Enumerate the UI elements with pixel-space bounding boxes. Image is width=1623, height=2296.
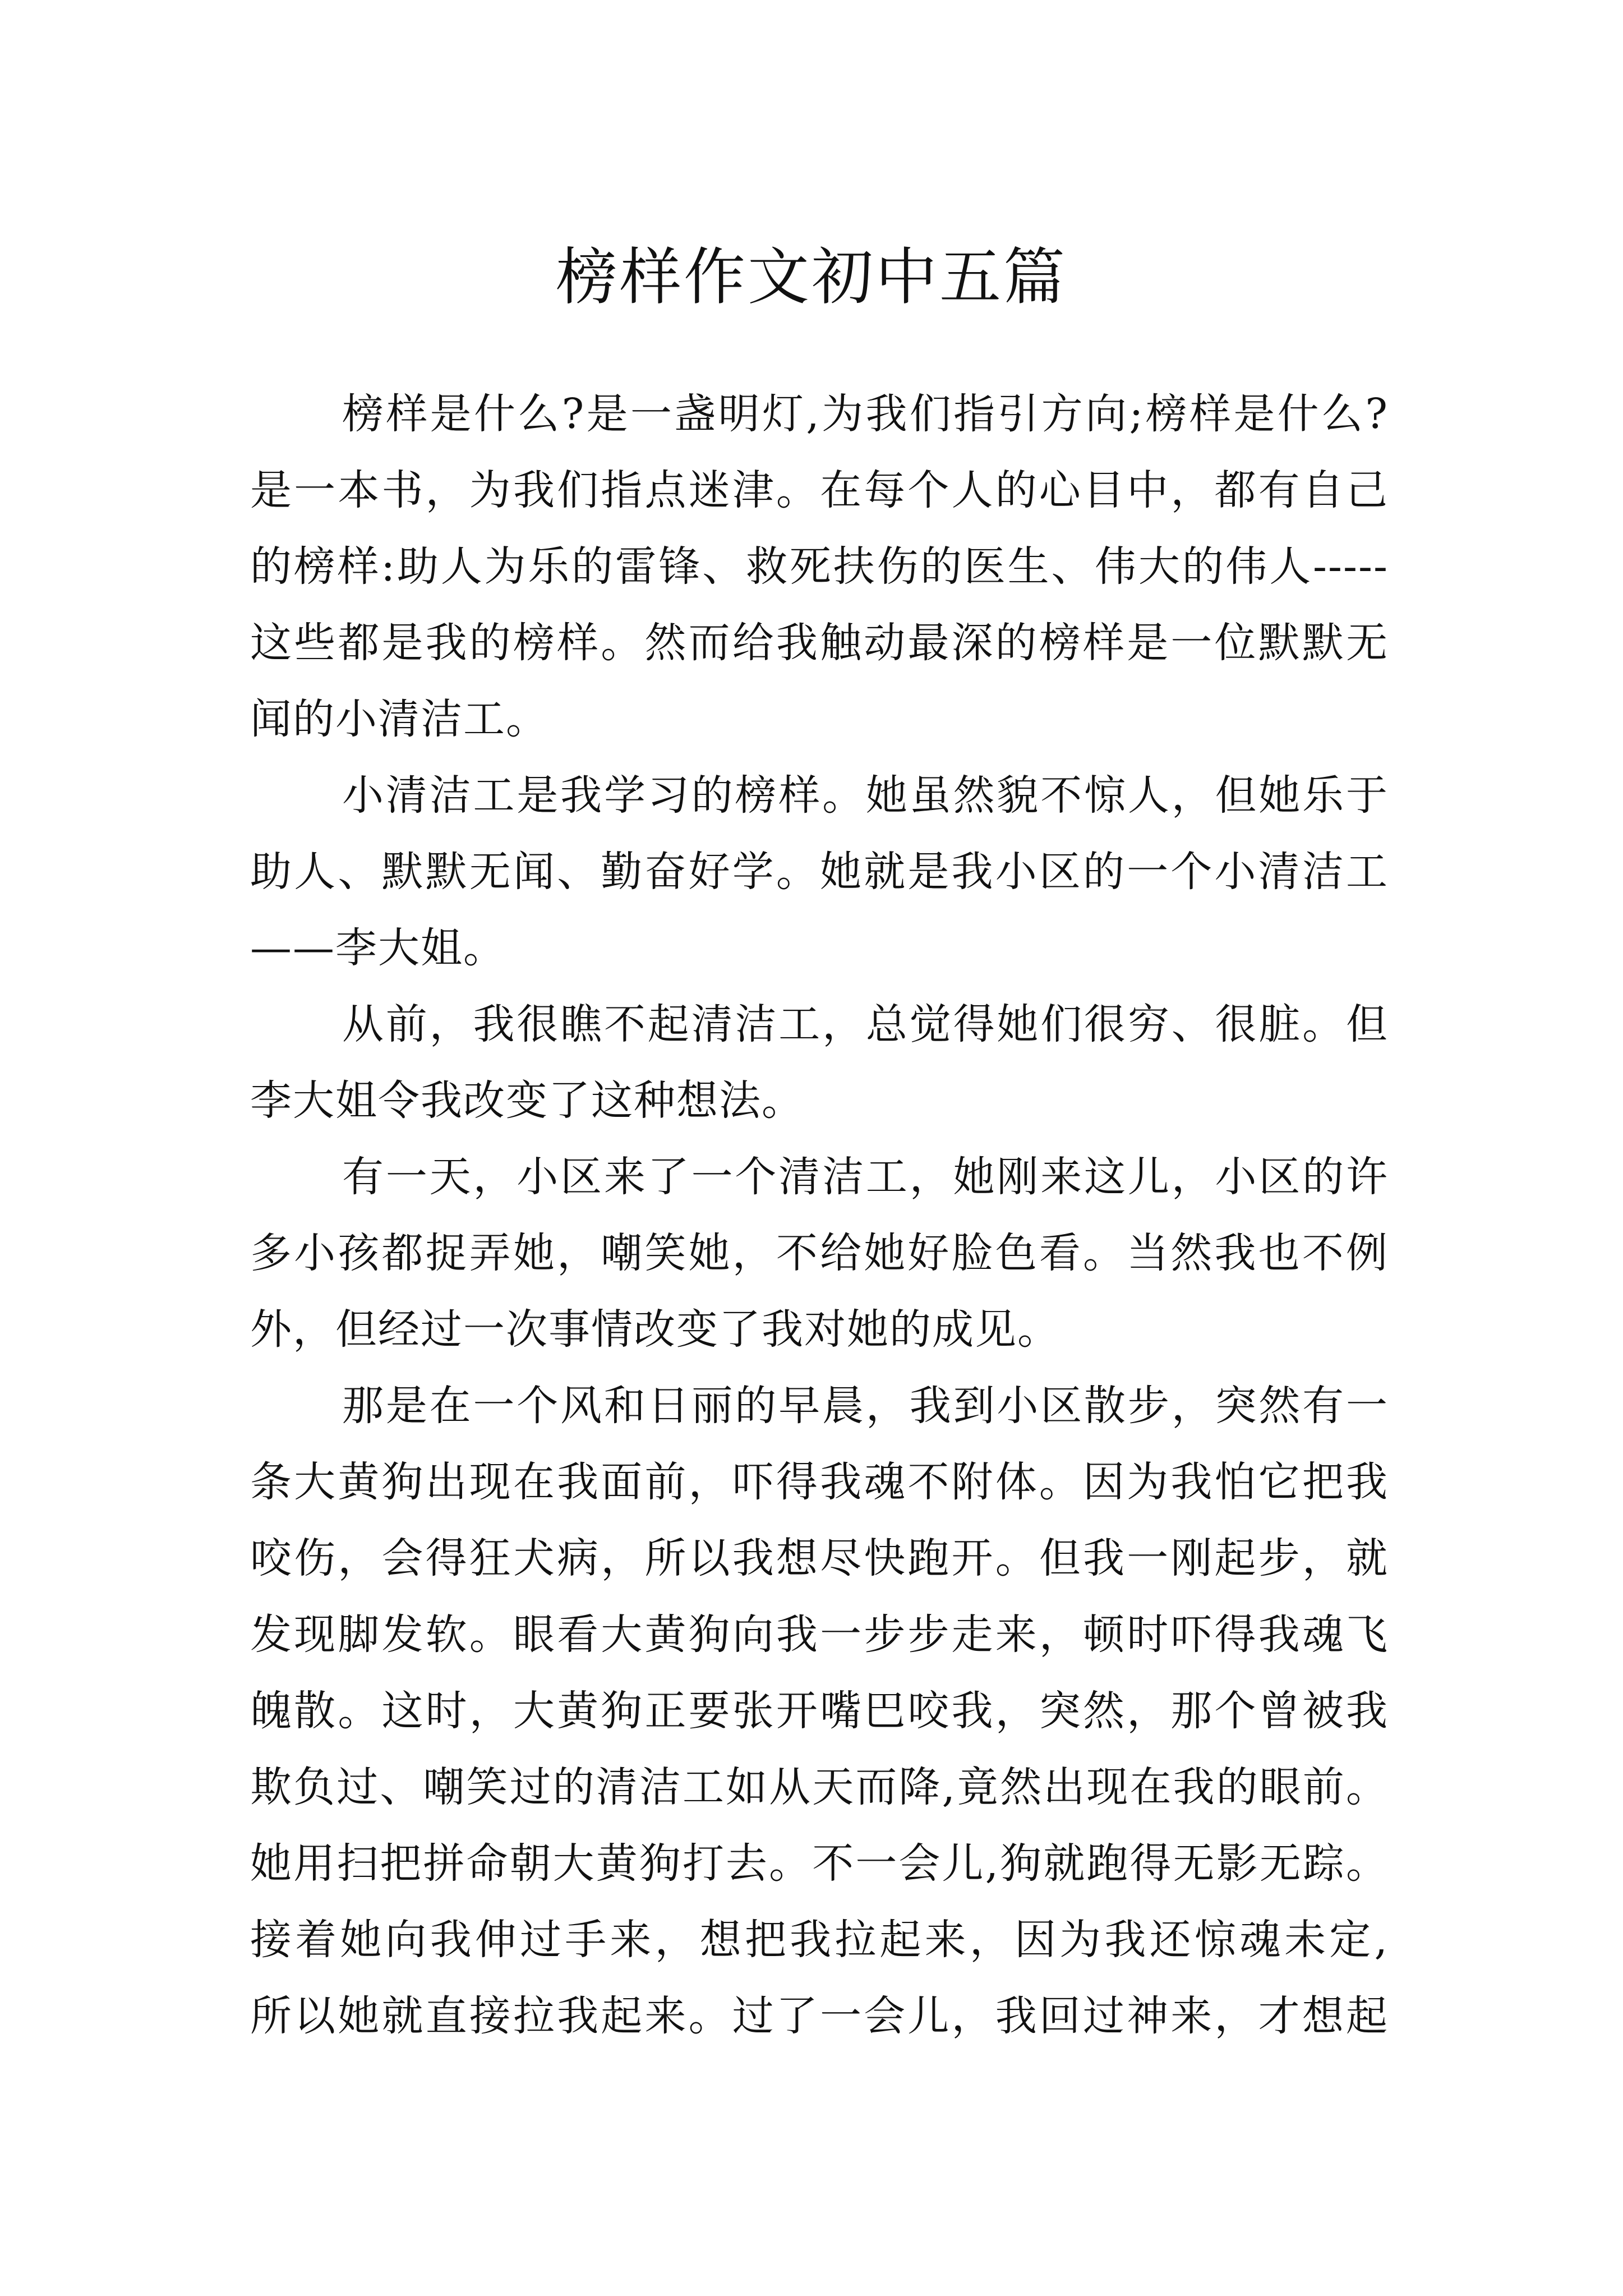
text-line: 小清洁工是我学习的榜样。她虽然貌不惊人，但她乐于 (342, 771, 1389, 820)
paragraph-5 (250, 1368, 1389, 2054)
text-line: 的榜样:助人为乐的雷锋、救死扶伤的医生、伟大的伟人----- (250, 542, 1389, 591)
text-line: 这些都是我的榜样。然而给我触动最深的榜样是一位默默无 (250, 619, 1389, 667)
paragraph-3 (250, 986, 1389, 1139)
text-line: 是一本书，为我们指点迷津。在每个人的心目中，都有自己 (250, 466, 1389, 514)
text-line: 她用扫把拼命朝大黄狗打去。不一会儿,狗就跑得无影无踪。 (250, 1839, 1389, 1888)
document-title: 榜样作文初中五篇 (556, 241, 1067, 313)
text-line: ——李大姐。 (250, 924, 506, 972)
text-line: 从前，我很瞧不起清洁工，总觉得她们很穷、很脏。但 (342, 1000, 1389, 1048)
paragraph-1 (250, 376, 1389, 757)
text-line: 外，但经过一次事情改变了我对她的成见。 (250, 1305, 1060, 1354)
text-line: 咬伤，会得狂犬病，所以我想尽快跑开。但我一刚起步，就 (250, 1534, 1389, 1582)
text-line: 所以她就直接拉我起来。过了一会儿，我回过神来，才想起 (250, 1992, 1389, 2040)
text-line: 助人、默默无闻、勤奋好学。她就是我小区的一个小清洁工 (250, 848, 1389, 896)
text-line: 闻的小清洁工。 (250, 695, 548, 743)
text-line: 发现脚发软。眼看大黄狗向我一步步走来，顿时吓得我魂飞 (250, 1611, 1389, 1659)
text-line: 有一天，小区来了一个清洁工，她刚来这儿，小区的许 (342, 1153, 1389, 1201)
text-line: 欺负过、嘲笑过的清洁工如从天而降,竟然出现在我的眼前。 (250, 1763, 1389, 1811)
paragraph-4 (250, 1139, 1389, 1368)
text-line: 条大黄狗出现在我面前，吓得我魂不附体。因为我怕它把我 (250, 1458, 1389, 1506)
text-line: 接着她向我伸过手来，想把我拉起来，因为我还惊魂未定, (250, 1916, 1389, 1964)
text-line: 李大姐令我改变了这种想法。 (250, 1076, 804, 1125)
document-body (250, 376, 1389, 2054)
text-line: 榜样是什么?是一盏明灯,为我们指引方向;榜样是什么? (342, 390, 1389, 438)
paragraph-2 (250, 757, 1389, 986)
text-line: 魄散。这时，大黄狗正要张开嘴巴咬我，突然，那个曾被我 (250, 1687, 1389, 1735)
text-line: 那是在一个风和日丽的早晨，我到小区散步，突然有一 (342, 1382, 1389, 1430)
text-line: 多小孩都捉弄她，嘲笑她，不给她好脸色看。当然我也不例 (250, 1229, 1389, 1277)
